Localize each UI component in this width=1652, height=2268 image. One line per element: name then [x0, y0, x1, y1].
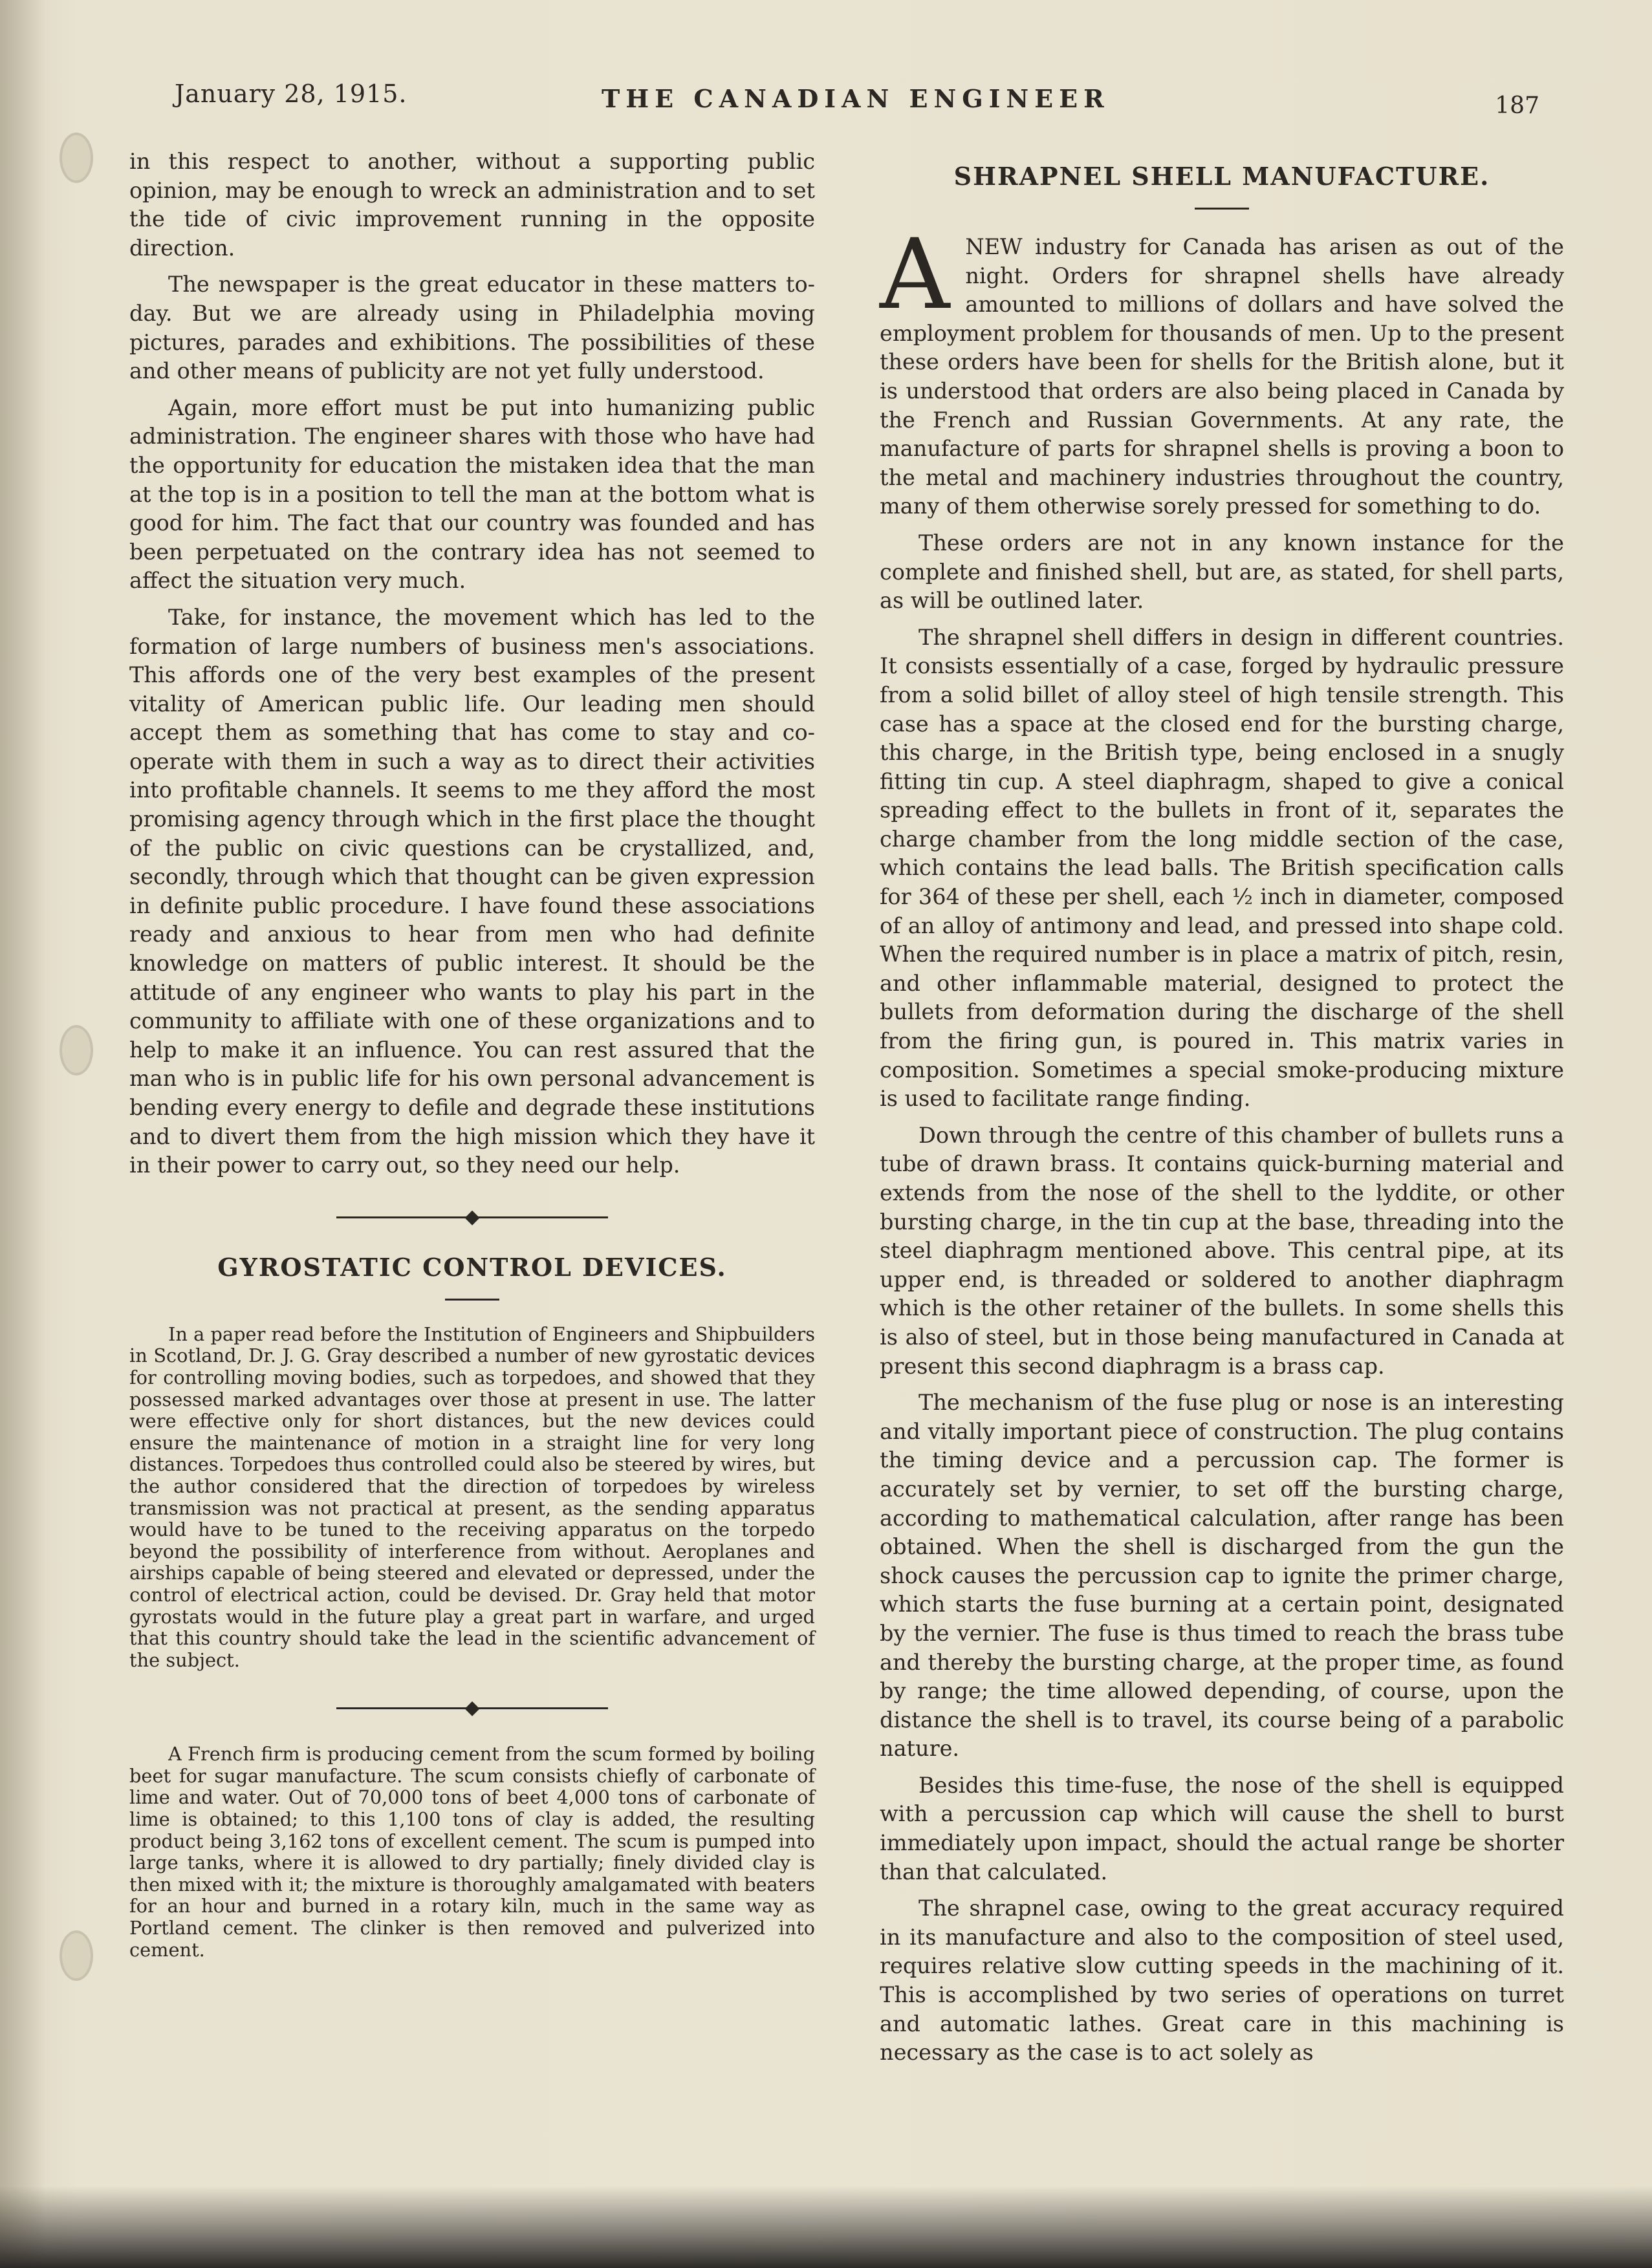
header-date: January 28, 1915.: [175, 80, 408, 108]
cement-article-text: A French firm is producing cement from the scum formed by boiling beet for sugar manufacture. The scum consists chiefly of carbonate of lime and water. Out of 70,000 tons of beet 4,000 tons of carbonate of lime is obtained; to this 1,100 tons of clay is added, the resulting product being 3,162 tons of excellent cement. The scum is pumped into large tanks, where it is allowed to dry partially; finely divided clay is then mixed with it; the mixture is thoroughly amalgamated with beaters for an hour and burned in a rotary kiln, much in the same way as Portland cement. The clinker is then removed and pulverized into cement.: [129, 1743, 815, 1961]
binding-hole-bottom: [60, 1930, 93, 1981]
section-divider: [129, 1205, 815, 1231]
right-paragraph: These orders are not in any known instance for the complete and finished shell, but are, as stated, for shell parts, as will be outlined later.: [880, 530, 1564, 614]
gyro-article-text: In a paper read before the Institution of Engineers and Shipbuilders in Scotland, Dr. J. G. Gray described a number of new gyrostatic devices for controlling moving bodies, such as torpedoes, and showed that they possessed marked advantages over those at present in use. The latter were effective only for short distances, but the new devices could ensure the maintenance of motion in a straight line for very long distances. Torpedoes thus controlled could also be steered by wires, but the author considered that the direction of torpedoes by wireless transmission was not practical at present, as the sending apparatus would have to be tuned to the receiving apparatus on the torpedo beyond the possibility of interference from without. Aeroplanes and airships capable of being steered and elevated or depressed, under the control of electrical action, could be devised. Dr. Gray held that motor gyrostats would in the future play a great part in warfare, and urged that this country should take the lead in the scientific advancement of the subject.: [129, 1323, 815, 1671]
first-paragraph-block: [880, 219, 1564, 521]
title-rule: [445, 1299, 499, 1301]
binding-shadow: [0, 0, 45, 2268]
right-paragraph: The mechanism of the fuse plug or nose is an interesting and vitally important piece of construction. The plug contains the timing device and a percussion cap. The former is accurately set by vernier, to set off the bursting charge, according to mathematical calculation, after range has been obtained. When the shell is discharged from the gun the shock causes the percussion cap to ignite the primer charge, which starts the fuse burning at a certain point, designated by the vernier. The fuse is thus timed to reach the brass tube and thereby the bursting charge, at the proper time, as found by range; the time allowed depending, of course, upon the distance the shell is to travel, its course being of a parabolic nature.: [880, 1390, 1564, 1762]
divider-ornament: ◆: [464, 1205, 480, 1228]
binding-hole-middle: [60, 1025, 93, 1075]
section-divider: [129, 1696, 815, 1722]
right-paragraph: Besides this time-fuse, the nose of the shell is equipped with a percussion cap which will cause the shell to burst immediately upon impact, should the actual range be shorter than that calculated.: [880, 1772, 1564, 1885]
left-paragraph: Again, more effort must be put into humanizing public administration. The engineer shares with those who have had the opportunity for education the mistaken idea that the man at the top is in a position to tell the man at the bottom what is good for him. The fact that our country was founded and has been perpetuated on the contrary idea has not seemed to affect the situation very much.: [129, 394, 815, 594]
drop-cap: A: [880, 219, 950, 331]
binding-hole-top: [60, 133, 93, 183]
journal-title: THE CANADIAN ENGINEER: [602, 84, 1110, 113]
page-number: 187: [1495, 92, 1539, 119]
left-column: [129, 147, 815, 1961]
right-paragraph: The shrapnel shell differs in design in different countries. It consists essentially of a case, forged by hydraulic pressure from a solid billet of alloy steel of high tensile strength. This case has a space at the closed end for the bursting charge, this charge, in the British type, being enclosed in a snugly fitting tin cup. A steel diaphragm, shaped to give a conical spreading effect to the bullets in front of it, separates the charge chamber from the long middle section of the case, which contains the lead balls. The British specification calls for 364 of these per shell, each ½ inch in diameter, composed of an alloy of antimony and lead, and pressed into shape cold. When the required number is in place a matrix of pitch, resin, and other inflammable material, designed to protect the bullets from deformation during the discharge of the shell from the firing gun, is poured in. This matrix varies in composition. Sometimes a special smoke-producing mixture is used to facilitate range finding.: [880, 624, 1564, 1112]
divider-ornament: ◆: [464, 1696, 480, 1720]
right-paragraph: Down through the centre of this chamber of bullets runs a tube of drawn brass. It contains quick-burning material and extends from the nose of the shell to the lyddite, or other bursting charge, in the tin cup at the base, threading into the steel diaphragm mentioned above. This central pipe, at its upper end, is threaded or soldered to another diaphragm which is the other retainer of the bullets. In some shells this is also of steel, but in those being manufactured in Canada at present this second diaphragm is a brass cap.: [880, 1122, 1564, 1379]
right-paragraph: The shrapnel case, owing to the great accuracy required in its manufacture and also to the composition of steel used, requires relative slow cutting speeds in the machining of it. This is accomplished by two series of operations on turret and automatic lathes. Great care in this machining is necessary as the case is to act solely as: [880, 1895, 1564, 2066]
bottom-edge-shadow: [0, 2186, 1652, 2268]
gyro-article-title: GYROSTATIC CONTROL DEVICES.: [217, 1252, 727, 1282]
left-paragraph: in this respect to another, without a supporting public opinion, may be enough to wreck an administration and to set the tide of civic improvement running in the opposite direction.: [129, 149, 815, 261]
title-rule: [1195, 208, 1249, 210]
shrapnel-article-title: SHRAPNEL SHELL MANUFACTURE.: [953, 162, 1490, 191]
left-paragraph: The newspaper is the great educator in these matters to-day. But we are already using in Philadelphia moving pictures, parades and exhibitions. The possibilities of these and other means of publicity are not yet fully understood.: [129, 272, 815, 384]
running-header: [175, 76, 1539, 122]
right-paragraph: NEW industry for Canada has arisen as out of the night. Orders for shrapnel shells have already amounted to millions of dollars and have solved the employment problem for thousands of men. Up to the present these orders have been for shells for the British alone, but it is understood that orders are also being placed in Canada by the French and Russian Governments. At any rate, the manufacture of parts for shrapnel shells is proving a boon to the metal and machinery industries throughout the country, many of them otherwise sorely pressed for something to do.: [880, 234, 1564, 519]
left-paragraph: Take, for instance, the movement which has led to the formation of large numbers of business men's associations. This affords one of the very best examples of the present vitality of American public life. Our leading men should accept them as something that has come to stay and co-operate with them in such a way as to direct their activities into profitable channels. It seems to me they afford the most promising agency through which in the first place the thought of the public on civic questions can be crystallized, and, secondly, through which that thought can be given expression in definite public procedure. I have found these associations ready and anxious to hear from men who had definite knowledge on matters of public interest. It should be the attitude of any engineer who wants to play his part in the community to affiliate with one of these organizations and to help to make it an influence. You can rest assured that the man who is in public life for his own personal advancement is bending every energy to defile and degrade these institutions and to divert them from the high mission which they have it in their power to carry out, so they need our help.: [129, 604, 815, 1178]
right-column: [880, 162, 1564, 2075]
